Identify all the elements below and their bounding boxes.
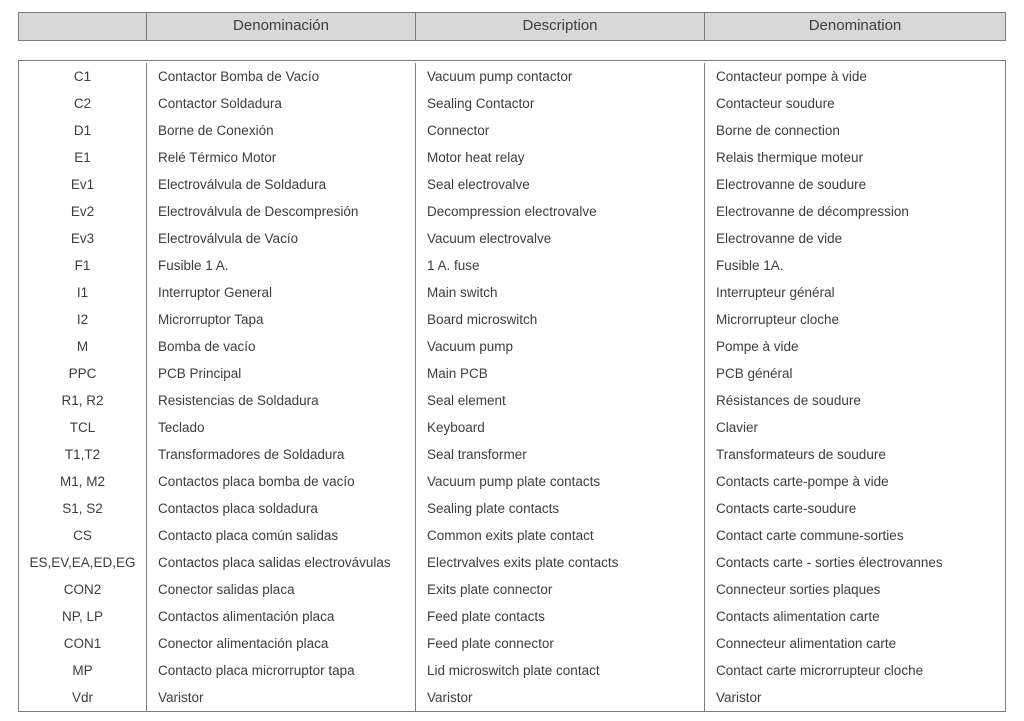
cell-code: CON1 — [19, 630, 147, 657]
cell-denominacion: Conector alimentación placa — [147, 630, 416, 657]
cell-description: Feed plate contacts — [416, 603, 705, 630]
cell-description: Decompression electrovalve — [416, 198, 705, 225]
table-row — [19, 144, 1005, 171]
cell-denominacion: PCB Principal — [147, 360, 416, 387]
cell-denomination: Contacts carte-pompe à vide — [716, 474, 889, 489]
cell-denominacion: Transformadores de Soldadura — [147, 441, 416, 468]
cell-description: Sealing plate contacts — [416, 495, 705, 522]
cell-denomination: Interrupteur général — [716, 285, 835, 300]
cell-denomination: Pompe à vide — [716, 339, 799, 354]
cell-denominacion: Electroválvula de Soldadura — [147, 171, 416, 198]
header-cell-code — [19, 13, 147, 40]
table-row — [19, 495, 1005, 522]
cell-denominacion: Contactos placa bomba de vacío — [147, 468, 416, 495]
cell-description: Board microswitch — [416, 306, 705, 333]
cell-denominacion: Contacto placa microrruptor tapa — [147, 657, 416, 684]
cell-description: Seal electrovalve — [416, 171, 705, 198]
cell-code: PPC — [19, 360, 147, 387]
cell-code: ES,EV,EA,ED,EG — [19, 549, 147, 576]
table-row — [19, 549, 1005, 576]
table-row — [19, 522, 1005, 549]
table-row — [19, 279, 1005, 306]
cell-code: S1, S2 — [19, 495, 147, 522]
cell-denomination: PCB général — [716, 366, 793, 381]
cell-denomination: Connecteur alimentation carte — [716, 636, 897, 651]
header-cell-description: Description — [416, 13, 705, 40]
cell-code: C1 — [19, 63, 147, 90]
cell-denomination: Electrovanne de soudure — [716, 177, 867, 192]
cell-denominacion: Contactos placa salidas electrovávulas — [147, 549, 416, 576]
cell-code: Vdr — [19, 684, 147, 711]
cell-denominacion: Conector salidas placa — [147, 576, 416, 603]
cell-code: Ev3 — [19, 225, 147, 252]
cell-description: Main switch — [416, 279, 705, 306]
cell-denomination: Résistances de soudure — [716, 393, 861, 408]
table-header — [18, 12, 1006, 41]
cell-denominacion: Varistor — [147, 684, 416, 711]
cell-description: Electrvalves exits plate contacts — [416, 549, 705, 576]
cell-description: Vacuum electrovalve — [416, 225, 705, 252]
cell-denominacion: Teclado — [147, 414, 416, 441]
cell-description: Seal element — [416, 387, 705, 414]
cell-code: C2 — [19, 90, 147, 117]
cell-code: MP — [19, 657, 147, 684]
cell-code: NP, LP — [19, 603, 147, 630]
cell-code: M1, M2 — [19, 468, 147, 495]
cell-code: E1 — [19, 144, 147, 171]
table-row — [19, 171, 1005, 198]
cell-code: CON2 — [19, 576, 147, 603]
cell-description: Motor heat relay — [416, 144, 705, 171]
cell-denomination: Contacteur pompe à vide — [716, 69, 867, 84]
cell-denomination: Contacteur soudure — [716, 96, 835, 111]
cell-description: Vacuum pump plate contacts — [416, 468, 705, 495]
cell-code: M — [19, 333, 147, 360]
table-row — [19, 630, 1005, 657]
cell-denomination: Contact carte commune-sorties — [716, 528, 904, 543]
cell-code: Ev2 — [19, 198, 147, 225]
cell-denomination: Contacts carte-soudure — [716, 501, 857, 516]
cell-code: I2 — [19, 306, 147, 333]
cell-denominacion: Bomba de vacío — [147, 333, 416, 360]
table-row — [19, 414, 1005, 441]
header-cell-denomination: Denomination — [808, 17, 902, 34]
cell-denominacion: Contacto placa común salidas — [147, 522, 416, 549]
header-cell-denominacion: Denominación — [147, 13, 416, 40]
cell-description: Feed plate connector — [416, 630, 705, 657]
table-row — [19, 684, 1005, 711]
cell-denomination: Contacts alimentation carte — [716, 609, 880, 624]
cell-description: 1 A. fuse — [416, 252, 705, 279]
table-row — [19, 90, 1005, 117]
table-row — [19, 333, 1005, 360]
cell-code: T1,T2 — [19, 441, 147, 468]
table-row — [19, 252, 1005, 279]
cell-denominacion: Electroválvula de Descompresión — [147, 198, 416, 225]
cell-denomination: Contacts carte - sorties électrovannes — [716, 555, 943, 570]
cell-denominacion: Microrruptor Tapa — [147, 306, 416, 333]
cell-code: I1 — [19, 279, 147, 306]
table-row — [19, 576, 1005, 603]
cell-description: Sealing Contactor — [416, 90, 705, 117]
cell-denomination: Clavier — [716, 420, 759, 435]
table-row — [19, 468, 1005, 495]
cell-denominacion: Contactor Soldadura — [147, 90, 416, 117]
cell-denominacion: Contactos alimentación placa — [147, 603, 416, 630]
cell-denomination: Varistor — [716, 690, 762, 705]
table-body — [18, 60, 1006, 712]
cell-denominacion: Fusible 1 A. — [147, 252, 416, 279]
cell-description: Lid microswitch plate contact — [416, 657, 705, 684]
cell-denominacion: Interruptor General — [147, 279, 416, 306]
cell-denominacion: Resistencias de Soldadura — [147, 387, 416, 414]
cell-denomination: Connecteur sorties plaques — [716, 582, 881, 597]
table-row — [19, 306, 1005, 333]
table-row — [19, 657, 1005, 684]
cell-denominacion: Electroválvula de Vacío — [147, 225, 416, 252]
cell-denominacion: Contactos placa soldadura — [147, 495, 416, 522]
cell-code: F1 — [19, 252, 147, 279]
cell-denomination: Microrrupteur cloche — [716, 312, 840, 327]
cell-code: Ev1 — [19, 171, 147, 198]
cell-denomination: Borne de connection — [716, 123, 840, 138]
cell-denomination: Fusible 1A. — [716, 258, 784, 273]
table-row — [19, 360, 1005, 387]
table-row — [19, 63, 1005, 90]
table-row — [19, 441, 1005, 468]
table-row — [19, 198, 1005, 225]
cell-description: Vacuum pump contactor — [416, 63, 705, 90]
cell-code: CS — [19, 522, 147, 549]
cell-description: Main PCB — [416, 360, 705, 387]
cell-denomination: Transformateurs de soudure — [716, 447, 886, 462]
cell-denomination: Relais thermique moteur — [716, 150, 864, 165]
cell-code: R1, R2 — [19, 387, 147, 414]
cell-description: Varistor — [416, 684, 705, 711]
table-row — [19, 225, 1005, 252]
table-row — [19, 603, 1005, 630]
cell-description: Connector — [416, 117, 705, 144]
cell-denominacion: Borne de Conexión — [147, 117, 416, 144]
cell-description: Vacuum pump — [416, 333, 705, 360]
cell-code: D1 — [19, 117, 147, 144]
cell-denominacion: Relé Térmico Motor — [147, 144, 416, 171]
table-row — [19, 117, 1005, 144]
cell-denomination: Electrovanne de décompression — [716, 204, 909, 219]
cell-description: Exits plate connector — [416, 576, 705, 603]
table-row — [19, 387, 1005, 414]
cell-description: Keyboard — [416, 414, 705, 441]
cell-code: TCL — [19, 414, 147, 441]
cell-denominacion: Contactor Bomba de Vacío — [147, 63, 416, 90]
cell-denomination: Contact carte microrrupteur cloche — [716, 663, 924, 678]
cell-denomination: Electrovanne de vide — [716, 231, 843, 246]
cell-description: Seal transformer — [416, 441, 705, 468]
cell-description: Common exits plate contact — [416, 522, 705, 549]
